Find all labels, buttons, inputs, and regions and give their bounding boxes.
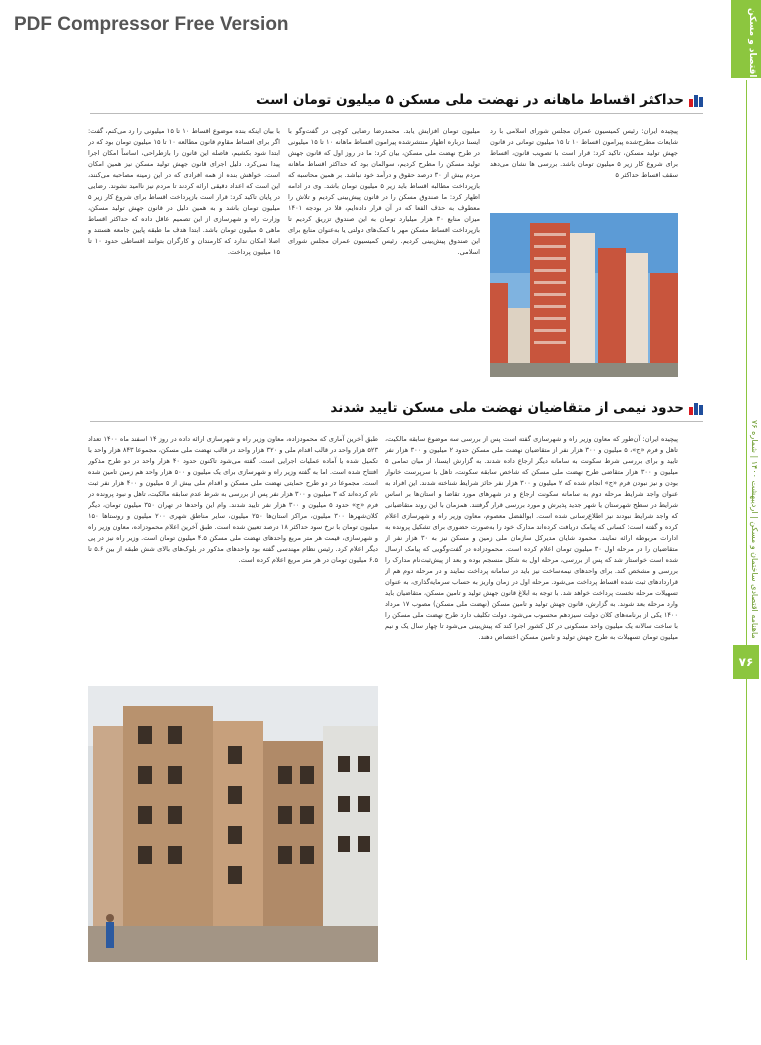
article1-title-text: حداکثر اقساط ماهانه در نهضت ملی مسکن ۵ میلیون تومان است [255, 92, 684, 108]
article2-col-right: پیچیده ایران: آن‌طور که معاون وزیر راه و شهرسازی گفته است پس از بررسی سه موضوع سابقه مالکیت، تاهل و فرم «ج»، ۵ میلیون و ۳۰۰ هزار نفر از متقاضیان نهضت ملی مسکن حدود ۲ میلیون و ۳۰۰ هزار نفر تایید و برای بررسی شرط سکونت به سامانه دیگر ارجاع داده شدند. به گزارش ایسنا، از میان تمامی ۵ میلیون و ۳۰۰ هزار متقاضی طرح نهضت ملی مسکن که شاخص سابقه سکونت، تاهل با سرپرست خانوار بودن و نیز نبودن فرم «ج» انجام شده که ۲ میلیون و ۳۰۰ هزار نفر حائز شرایط شناخته شدند. این افراد به عنوان واجد شرایط مرحله دوم به سامانه سکونت ارجاع و در شهرهای مورد تقاضا و استان‌ها بر اساس شرایط در سطح شهرستان یا شهر جدید پذیرش و مورد بررسی قرار گرفتند. همزمان با این روند متقاضیانی که واجد شرایط نبودند نیز اطلاع‌رسانی شده است. ابوالفضل معصوم، معاون وزیر راه و شهرسازی اعلام کرده و گفته است: کسانی که پیامک دریافت کرده‌اند مدارک خود را به‌صورت حضوری برای تشکیل پرونده به ادارات مربوطه ارائه نمایند. محمود شایان مدیرکل سازمان ملی زمین و مسکن نیز به ۳۰ هزار نفر از متقاضیان را در مرحله اول ۳۰ میلیون تومان اعلام کرده است. محمودزاده در گفت‌وگویی که پیامک ارسال شده است خواستار شد که پس از بررسی، مرحله اول به شکل منسجم بوده و بعد از پیش‌ثبت‌نام مدارک را بررسی و مشخص کند. برای واحدهای نیمه‌ساخت نیز باید در سامانه پرداخت نمایند و در مرحله دوم هم از قراردادهای ثبت شده اقساط پرداخت می‌شود. مرحله اول در زمان واریز به حساب سرمایه‌گذاری، به عنوان تسهیلات مرحله نخست پرداخت خواهد شد. با توجه به ابلاغ قانون جهش تولید و تامین مسکن، متقاضیان باید وارد مرحله بعد شوند. به گزارش، قانون جهش تولید و تامین مسکن (نهضت ملی مسکن) مصوب ۱۷ مرداد ۱۴۰۰ یکی از برنامه‌های کلان دولت سیزدهم محسوب می‌شود. دولت تکلیف دارد طرح نهضت ملی مسکن را با ساخت سالانه یک میلیون واحد مسکونی در کل کشور اجرا کند که پیش‌بینی می‌شود تا چهار سال یک و نیم میلیون تومان تسهیلات به طرح جهش تولید و تامین مسکن اختصاص دهند. [385, 435, 678, 641]
article2-title-text: حدود نیمی از متقاضیان نهضت ملی مسکن تایید شدند [330, 400, 684, 416]
article1-col-middle: میلیون تومان افزایش یابد. محمدرضا رضایی کوچی در گفت‌وگو با ایسنا درباره اظهار منتشرشده پیرامون اقساط ماهانه ۱۰ تا ۱۵ میلیونی در طرح نهضت ملی مسکن، بیان کرد: ما در روز اول که قانون جهش تولید مسکن را مطرح کردیم، سوالمان بود که حداکثر اقساط ماهانه مردم بیش از ۳۰ درصد حقوق و درآمد خود نباشد. بر همین محاسبه که بازپرداخت مطالبه اقساط باید زیر ۵ میلیون تومان باشد. وی در ادامه اظهار کرد: ما صندوق مسکن را در قانون پیش‌بینی کردیم و تلاش را معطوف به حذف الفعا که در آن قرار داده‌ایم، قلا در بودجه ۱۴۰۱ میزان منابع ۳۰ هزار میلیارد تومان به این صندوق تزریق کردیم تا بازپرداخت اقساط مسکن مهر با کمک‌های دولتی یا به‌عنوان منابع برای این صندوق پیش‌بینی کردیم. رئیس کمیسیون عمران مجلس شورای اسلامی. [288, 127, 480, 256]
sidebar-running-text: ماهنامه اقتصادی ساختمان و مسکن | اردیبهشت ۱۴۰۰ | شماره ۷۶ [750, 420, 759, 639]
watermark-label: PDF Compressor Free Version [14, 14, 289, 35]
article2-rule [90, 421, 703, 422]
construction-building-image [88, 686, 378, 962]
article1-rule [90, 113, 703, 114]
apartment-towers-image [490, 213, 678, 377]
article-bullet-icon [689, 93, 703, 107]
article2-title [330, 400, 703, 416]
article1-photo [490, 213, 678, 377]
article2-col-left: طبق آخرین آماری که محمودزاده، معاون وزیر راه و شهرسازی ارائه داده در روز ۱۴ اسفند ماه ۱۴۰۰ تعداد ۵۲۳ هزار واحد در قالب اقدام ملی و ۳۲۰ هزار واحد در قالب نهضت ملی مسکن، مجموعا ۸۴۳ هزار واحد با تکمیل شده یا آماده عملیات اجرایی است. گفته می‌شود تاکنون حدود ۴۰ هزار واحد در دو طرح مذکور افتتاح شده است. اما به گفته وزیر راه و شهرسازی برای یک میلیون و ۵۰۰ هزار واحد هم زمین تامین شده است. مجموعا در دو طرح حمایتی نهضت ملی مسکن و اقدام ملی بیش از ۵ میلیون و ۴۰۰ هزار نفر ثبت نام کرده‌اند که ۳ میلیون و ۳۰۰ هزار نفر پس از بررسی به شرط عدم سابقه مالکیت، تاهل و نبود پرونده در فرم «ج» حدود ۵ میلیون و ۳۰۰ هزار نفر تایید شدند. وام این واحدها در تهران ۳۵۰ میلیون تومان، دیگر کلان‌شهرها ۳۰۰ میلیون، مراکز استان‌ها ۲۵۰ میلیون، سایر مناطق شهری ۲۰۰ میلیون و روستاها ۱۵۰ میلیون تومان با نرخ سود حداکثر ۱۸ درصد تعیین شده است. طبق آخرین اعلام محمودزاده، معاون وزیر راه و شهرسازی، قیمت هر متر مربع واحدهای نهضت ملی مسکن ۴.۵ میلیون تومان است. وزیر راه نیز در پی دیگر اعلام کرد. رئیس نظام مهندسی گفته بود واحدهای مذکور در بلوک‌های بالای شش طبقه از بین ۵.۶ تا ۶.۵ میلیون تومان در هر متر مربع اعلام کرده است. [88, 435, 378, 564]
article1-title [256, 92, 703, 108]
article-bullet-icon [689, 401, 703, 415]
article2-photo [88, 686, 378, 962]
sidebar-tab-label: اقتصاد و مسکن [747, 8, 757, 78]
sidebar [731, 0, 761, 1045]
article1-col-left: با بیان اینکه بنده موضوع اقساط ۱۰ تا ۱۵ میلیونی را رد می‌کنم، گفت: اگر برای اقساط مقاوم قانون مطالعه ۱۰ تا ۱۵ میلیون تومان بود که در ابتدا شود بکشیم، فاصله این قانون را بازطراحی، اساساً امکان اجرا پیدا نمی‌کرد. دلیل اجرای قانون جهش تولید مسکن نیز همین امکان است. خواهش بنده از همه افرادی که در این زمینه مصاحبه می‌کنند، این است که اعداد دقیقی ارائه کردند تا مردم نیز ناامید نشوند. رضایی در پایان تاکید کرد: قرار است بازپرداخت اقساط برای شروع کار زیر ۵ میلیون تومان باشد و به همین دلیل در قانون جهش تولید مسکن، وزارت راه و شهرسازی از این تصمیم عاقل داده که حداکثر اقساط ماهی ۵ میلیون تومان باشد. ابتدا هدف ما طبقه پایین جامعه هستند و اصلا امکان ندارد که کارمندان و کارگران بتوانند اقساطی حدود ۱۰ تا ۱۵ میلیون پرداخت. [88, 127, 280, 256]
article1-col-right: پیچیدہ ایران: رئیس کمیسیون عمران مجلس شورای اسلامی با رد شایعات مطرح‌شده پیرامون اقساط ۱۰ تا ۱۵ میلیون تومانی در قانون جهش تولید مسکن، تاکید کرد: قرار است با تصویب قانون، اقساط برای شروع کار زیر ۵ میلیون تومان باشد. بررسی ها نشان می‌دهد سقف اقساط حداکثر ۵ [490, 127, 678, 179]
sidebar-tab [731, 0, 761, 78]
page-number: ۷۶ [733, 645, 759, 679]
